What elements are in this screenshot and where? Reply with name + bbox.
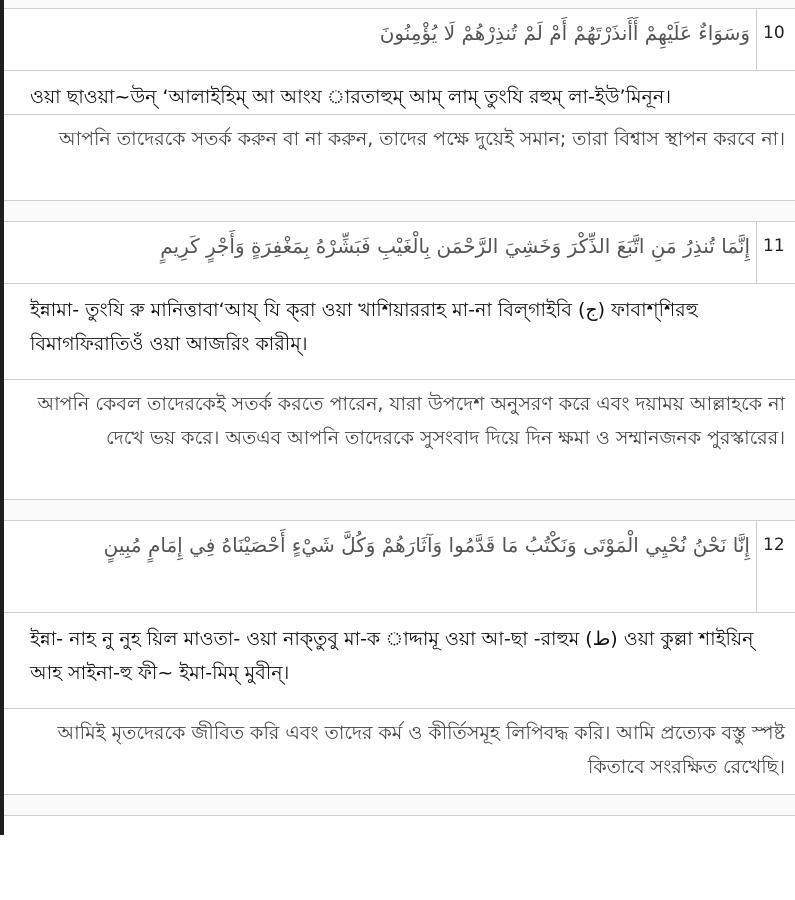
arabic-text: وَسَوَاءٌ عَلَيْهِمْ أَأَنذَرْتَهُمْ أَمْ لَمْ تُنذِرْهُمْ لَا يُؤْمِنُونَ: [4, 9, 757, 70]
verse-block-12: [4, 521, 795, 795]
transliteration-text: ইন্নামা- তুংযি রু মানিত্তাবা‘আয্‌ যি ক্‌রা ওয়া খাশিয়াররাহ মা-না বিল্‌গাইবি (ج) ফাবাশ্‌শিরহু বিমাগফিরাতিওঁ ওয়া আজরিং কারীম্‌।: [4, 284, 795, 380]
transliteration-text: ওয়া ছাওয়া~উন্‌ ‘আলাইহিম্‌ আ আংয ারতাহুম্‌ আম্‌ লাম্‌ তুংযি রহুম্‌ লা-ইউ’মিনূন।: [4, 71, 795, 115]
verse-block-11: [4, 222, 795, 500]
row-separator: [4, 201, 795, 222]
row-separator: [4, 500, 795, 521]
arabic-row: [4, 9, 795, 71]
verse-number: 10: [763, 23, 785, 43]
arabic-text: إِنَّا نَحْنُ نُحْيِي الْمَوْتَى وَنَكْتُبُ مَا قَدَّمُوا وَآثَارَهُمْ وَكُلَّ شَيْءٍ أَحْصَيْنَاهُ فِي إِمَامٍ مُبِينٍ: [4, 521, 757, 612]
row-separator: [4, 795, 795, 816]
meaning-text: আপনি তাদেরকে সতর্ক করুন বা না করুন, তাদের পক্ষে দুয়েই সমান; তারা বিশ্বাস স্থাপন করবে না।: [4, 115, 795, 201]
meaning-text: আপনি কেবল তাদেরকেই সতর্ক করতে পারেন, যারা উপদেশ অনুসরণ করে এবং দয়াময় আল্লাহকে না দেখে ভয় করে। অতএব আপনি তাদেরকে সুসংবাদ দিয়ে দিন ক্ষমা ও সম্মানজনক পুরস্কারের।: [4, 380, 795, 500]
row-separator: [4, 0, 795, 9]
verse-number: 12: [763, 535, 785, 555]
arabic-row: [4, 521, 795, 613]
verse-number: 11: [763, 236, 785, 256]
verse-block-10: [4, 9, 795, 201]
arabic-text: إِنَّمَا تُنذِرُ مَنِ اتَّبَعَ الذِّكْرَ وَخَشِيَ الرَّحْمَن بِالْغَيْبِ فَبَشِّرْهُ بِمَغْفِرَةٍ وَأَجْرٍ كَرِيمٍ: [4, 222, 757, 283]
transliteration-text: ইন্না- নাহ নু নুহ য়িল মাওতা- ওয়া নাক্‌তুবু মা-ক াদ্দামূ ওয়া আ-ছা -রাহুম (ط) ওয়া কুল্লা শাইয়িন্‌ আহ সাইনা-হু ফী~ ইমা-মিম্‌ মুবীন্‌।: [4, 613, 795, 709]
meaning-text: আমিই মৃতদেরকে জীবিত করি এবং তাদের কর্ম ও কীর্তিসমূহ লিপিবদ্ধ করি। আমি প্রত্যেক বস্তু স্পষ্ট কিতাবে সংরক্ষিত রেখেছি।: [4, 709, 795, 795]
arabic-row: [4, 222, 795, 284]
